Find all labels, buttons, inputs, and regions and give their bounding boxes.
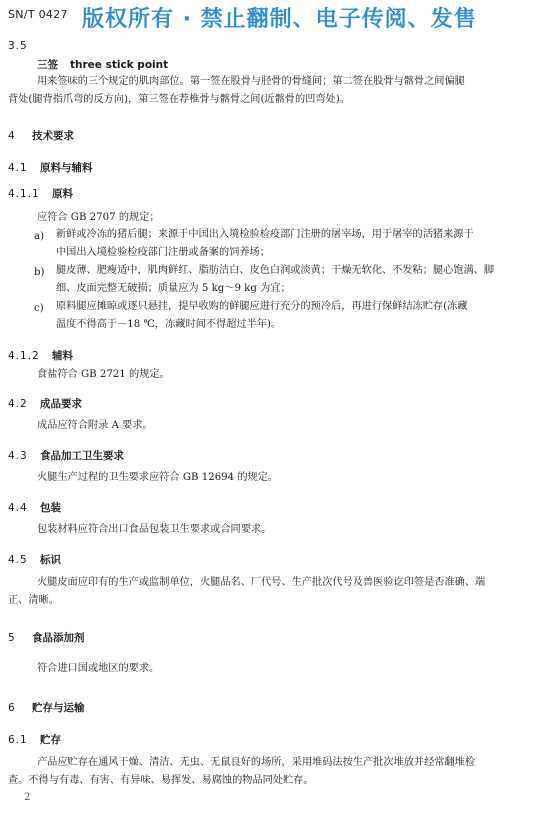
copyright-watermark: 版权所有 · 禁止翻制、电子传阅、发售: [82, 7, 477, 32]
section-title: 食品添加剂: [32, 632, 85, 644]
section-title: 食品加工卫生要求: [40, 450, 124, 462]
page-number: 2: [24, 792, 31, 803]
section-4-1-1-heading: [8, 186, 73, 201]
section-title: 技术要求: [32, 130, 74, 142]
section-number: 4.3: [8, 450, 28, 462]
section-3-5-heading: [8, 40, 28, 52]
section-4-3-heading: [8, 448, 124, 463]
section-title: 贮存与运输: [32, 702, 85, 714]
section-title: 原料与辅料: [40, 162, 93, 174]
section-number: 4.5: [8, 554, 28, 566]
section-number: 4.4: [8, 502, 28, 514]
section-title: 原料: [52, 188, 73, 200]
section-title: 成品要求: [40, 398, 82, 410]
section-4-heading: [8, 128, 74, 143]
section-4-1-heading: [8, 160, 93, 175]
section-4-1-2-heading: [8, 348, 73, 363]
list-item-b-line-1: 腿皮薄、肥瘦适中，肌肉鲜红、脂肪洁白、皮色白润或淡黄；干燥无软化、不发粘；腿心饱满、脚: [56, 265, 495, 276]
list-item-a-line-1: 新鲜或冷冻的猪后腿；来源于中国出入境检验检疫部门注册的屠宰场，用于屠宰的活猪来源于: [56, 229, 474, 240]
section-4-4-heading: [8, 500, 61, 515]
section-4-5-heading: [8, 552, 61, 567]
section-6-heading: [8, 700, 85, 715]
section-title: 标识: [40, 554, 61, 566]
section-number: 4.1.2: [8, 350, 40, 362]
section-number: 4.1.1: [8, 188, 40, 200]
section-4-1-1-intro: 应符合 GB 2707 的规定；: [37, 212, 160, 223]
list-item-label: a): [34, 231, 45, 242]
section-number: 5: [8, 632, 16, 644]
section-5-text: 符合进口国或地区的要求。: [37, 663, 160, 674]
section-4-5-line-1: 火腿皮面应印有的生产或监制单位，火腿品名、厂代号、生产批次代号及兽医验讫印签是否准确、端: [37, 577, 486, 588]
section-number: 4: [8, 130, 16, 142]
list-item-label: b): [34, 267, 45, 278]
section-number: 6.1: [8, 734, 28, 746]
section-4-1-2-text: 食盐符合 GB 2721 的规定。: [37, 369, 170, 380]
section-number: 4.1: [8, 162, 28, 174]
section-4-3-text: 火腿生产过程的卫生要求应符合 GB 12694 的规定。: [37, 472, 279, 483]
list-item-c-line-2: 温度不得高于－18 ℃，冻藏时间不得超过半年)。: [56, 319, 282, 330]
section-4-4-text: 包装材料应符合出口食品包装卫生要求或合同要求。: [37, 524, 272, 535]
section-6-1-line-1: 产品应贮存在通风干燥、清洁、无虫、无鼠良好的场所，采用堆码法按生产批次堆放并经常翻堆检: [37, 757, 476, 768]
section-number: 3.5: [8, 40, 28, 52]
section-number: 4.2: [8, 398, 28, 410]
term-en: three stick point: [70, 59, 169, 71]
section-4-2-text: 成品应符合附录 A 要求。: [37, 420, 153, 431]
term-zh: 三签: [37, 59, 58, 71]
section-4-5-line-2: 正、清晰。: [8, 595, 59, 606]
section-3-5-line-2: 背处(腿背指爪弯的反方向)，第三签在荐椎骨与髂骨之间(近髂骨的凹弯处)。: [8, 94, 350, 105]
section-6-1-heading: [8, 732, 61, 747]
section-title: 包装: [40, 502, 61, 514]
list-item-b-line-2: 细、皮面完整无破损；质量应为 5 kg～9 kg 为宜；: [56, 283, 291, 294]
list-item-a-line-2: 中国出入境检验检疫部门注册或备案的饲养场；: [56, 247, 270, 258]
section-4-2-heading: [8, 396, 82, 411]
list-item-label: c): [34, 303, 44, 314]
section-number: 6: [8, 702, 16, 714]
standard-code: SN/T 0427: [8, 8, 68, 21]
list-item-c-line-1: 原料腿应摊晾或逐只悬挂，提早收购的鲜腿应进行充分的预冷后，再进行保鲜结冻贮存(冻藏: [56, 301, 468, 312]
term-line: [37, 57, 168, 72]
section-title: 辅料: [52, 350, 73, 362]
section-3-5-line-1: 用来签味的三个规定的肌肉部位。第一签在股骨与胫骨的骨缝间；第二签在股骨与髂骨之间偏腿: [37, 76, 465, 87]
section-5-heading: [8, 630, 85, 645]
section-title: 贮存: [40, 734, 61, 746]
section-6-1-line-2: 查。不得与有毒、有害、有异味、易挥发、易腐蚀的物品同处贮存。: [8, 775, 314, 786]
